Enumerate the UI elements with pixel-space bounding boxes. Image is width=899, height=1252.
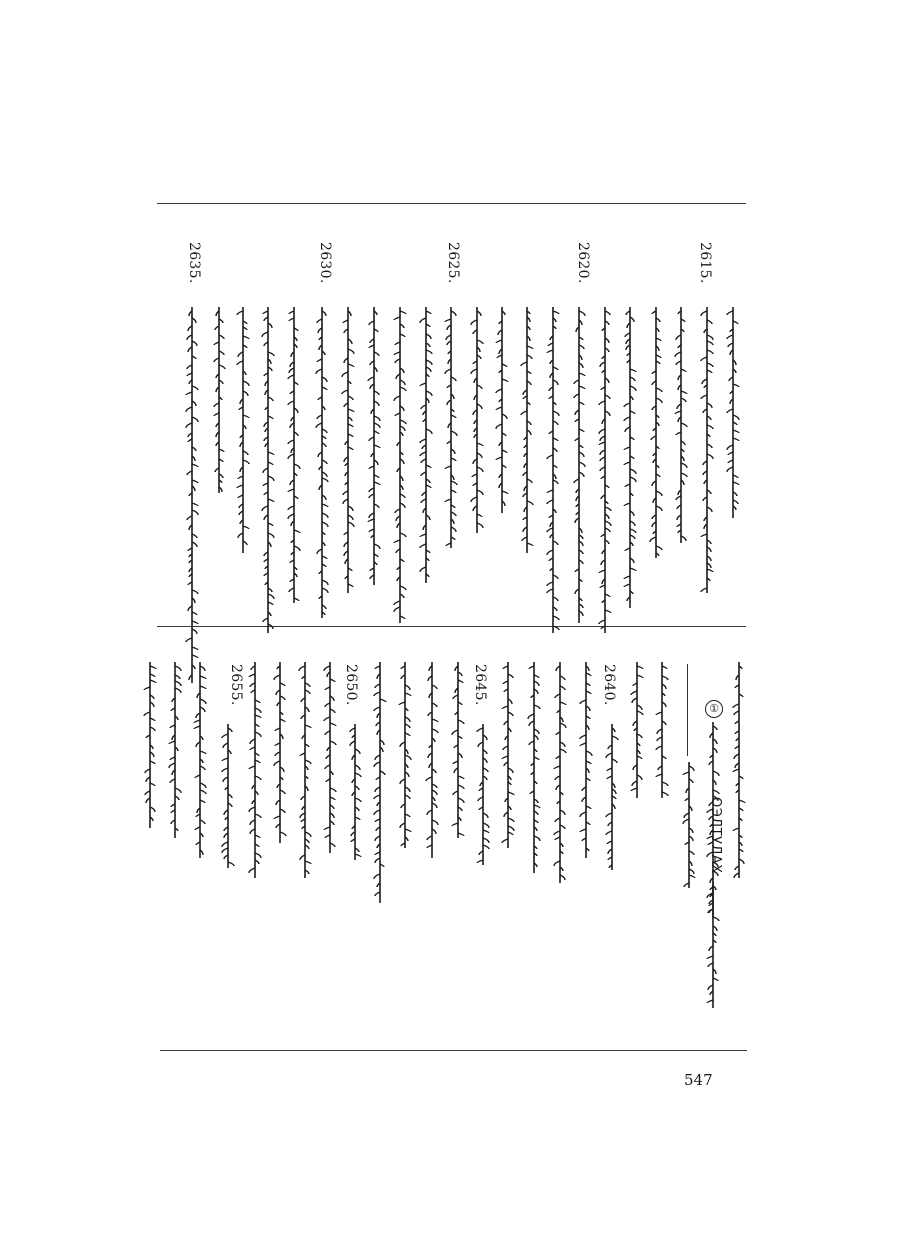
mongolian-script-line: [366, 305, 382, 587]
mongolian-script-line: [450, 660, 466, 840]
mongolian-script-line: [622, 305, 638, 610]
mongolian-script-line: [211, 305, 227, 495]
footnote-marker: ①: [705, 700, 723, 718]
footnote-rule: [687, 664, 688, 756]
mongolian-script-line: [235, 305, 251, 555]
mongolian-script-line: [142, 660, 158, 830]
verse-number: 2650.: [343, 664, 359, 706]
mongolian-script-line: [184, 305, 200, 685]
mongolian-script-line: [347, 722, 363, 862]
mongolian-script-line: [372, 660, 388, 905]
mongolian-script-line: [597, 305, 613, 635]
mongolian-script-line: [725, 305, 741, 520]
mongolian-script-line: [167, 660, 183, 840]
mongolian-script-line: [578, 660, 594, 860]
mongolian-script-line: [340, 305, 356, 595]
mongolian-script-line: [260, 305, 276, 635]
mongolian-script-line: [424, 660, 440, 860]
mongolian-script-line: [272, 660, 288, 845]
mongolian-script-line: [519, 305, 535, 555]
verse-number: 2615.: [697, 242, 713, 284]
verse-number: 2625.: [445, 242, 461, 284]
mongolian-script-line: [418, 305, 434, 585]
verse-number: 2645.: [472, 664, 488, 706]
verse-number: 2635.: [186, 242, 202, 284]
page-number: 547: [684, 1071, 713, 1089]
mongolian-script-line: [500, 660, 516, 850]
footnote-latin-text: ОЭЛТУЛАХ: [708, 797, 723, 874]
mongolian-script-line: [571, 305, 587, 625]
mongolian-script-line: [552, 660, 568, 885]
middle-rule: [157, 626, 746, 627]
mongolian-script-line: [392, 305, 408, 625]
mongolian-script-line: [314, 305, 330, 620]
mongolian-script-line: [629, 660, 645, 800]
mongolian-script-line: [648, 305, 664, 560]
mongolian-script-line: [545, 305, 561, 635]
mongolian-script-line: [681, 760, 697, 890]
mongolian-script-line: [654, 660, 670, 800]
mongolian-script-line: [247, 660, 263, 880]
mongolian-script-line: [475, 722, 491, 867]
verse-number: 2640.: [601, 664, 617, 706]
mongolian-script-line: [494, 305, 510, 515]
mongolian-script-line: [192, 660, 208, 860]
mongolian-script-line: [297, 660, 313, 880]
mongolian-script-line: [322, 660, 338, 855]
verse-number: 2620.: [575, 242, 591, 284]
mongolian-script-line: [220, 722, 236, 870]
verse-number: 2655.: [228, 664, 244, 706]
mongolian-script-line: [286, 305, 302, 605]
mongolian-script-line: [705, 880, 721, 1010]
mongolian-script-line: [699, 305, 715, 595]
top-rule: [157, 203, 746, 204]
mongolian-script-line: [469, 305, 485, 535]
mongolian-script-line: [604, 722, 620, 872]
mongolian-script-line: [731, 660, 747, 880]
mongolian-script-line: [526, 660, 542, 875]
bottom-rule: [160, 1050, 747, 1051]
mongolian-script-line: [673, 305, 689, 545]
mongolian-script-line: [443, 305, 459, 550]
verse-number: 2630.: [317, 242, 333, 284]
mongolian-script-line: [397, 660, 413, 850]
